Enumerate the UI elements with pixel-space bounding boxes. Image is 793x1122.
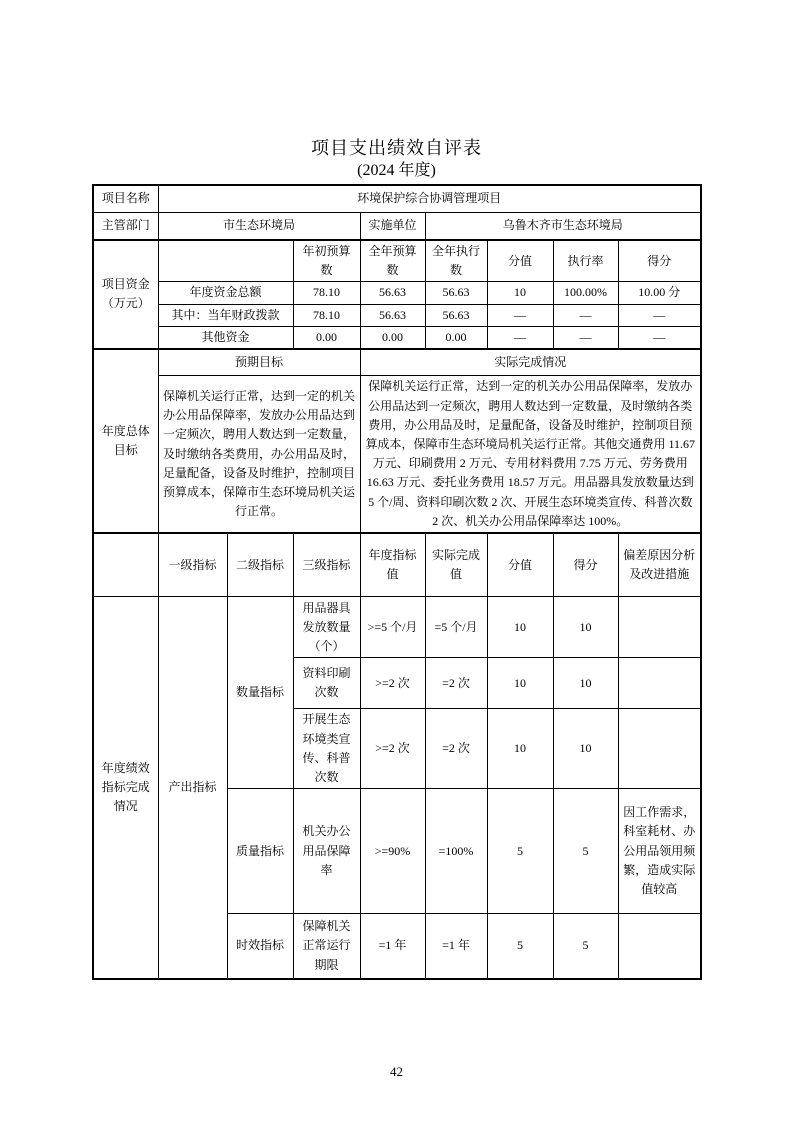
goal-actual-header: 实际完成情况 bbox=[360, 349, 701, 376]
indicator-score: 5 bbox=[553, 789, 618, 914]
funds-row-total bbox=[93, 282, 701, 304]
indicator-target: >=90% bbox=[360, 789, 425, 914]
indicator-actual: =2 次 bbox=[425, 658, 487, 709]
goal-expected-header: 预期目标 bbox=[158, 349, 360, 376]
indicator-header-actual: 实际完成值 bbox=[425, 533, 487, 597]
funds-cell: 56.63 bbox=[360, 304, 425, 326]
indicator-deviation bbox=[618, 709, 701, 789]
project-name-value: 环境保护综合协调管理项目 bbox=[158, 185, 701, 212]
page-number: 42 bbox=[390, 1063, 403, 1079]
funds-row-label: 年度资金总额 bbox=[158, 282, 293, 304]
indicator-name: 用品器具发放数量（个） bbox=[293, 597, 360, 658]
indicator-deviation: 因工作需求，科室耗材、办公用品领用频繁，造成实际值较高 bbox=[618, 789, 701, 914]
indicator-actual: =5 个/月 bbox=[425, 597, 487, 658]
row-goal-header bbox=[93, 349, 701, 376]
indicator-name: 资料印刷次数 bbox=[293, 658, 360, 709]
funds-header-points: 分值 bbox=[487, 240, 553, 282]
indicator-header-level3: 三级指标 bbox=[293, 533, 360, 597]
indicator-points: 10 bbox=[487, 658, 553, 709]
indicator-header-level2: 二级指标 bbox=[227, 533, 293, 597]
funds-cell: 56.63 bbox=[425, 304, 487, 326]
indicator-points: 5 bbox=[487, 789, 553, 914]
indicator-actual: =1 年 bbox=[425, 914, 487, 979]
indicator-points: 10 bbox=[487, 709, 553, 789]
indicator-actual: =100% bbox=[425, 789, 487, 914]
funds-cell: 10 bbox=[487, 282, 553, 304]
indicator-header-points: 分值 bbox=[487, 533, 553, 597]
indicator-header-score: 得分 bbox=[553, 533, 618, 597]
funds-header-executed: 全年执行数 bbox=[425, 240, 487, 282]
funds-cell: 56.63 bbox=[360, 282, 425, 304]
funds-cell: 78.10 bbox=[293, 304, 360, 326]
indicator-name: 保障机关正常运行期限 bbox=[293, 914, 360, 979]
funds-row-fiscal bbox=[93, 304, 701, 326]
dept-value: 市生态环境局 bbox=[158, 212, 360, 240]
indicator-name: 机关办公用品保障率 bbox=[293, 789, 360, 914]
row-funds-header bbox=[93, 240, 701, 282]
funds-cell: — bbox=[553, 304, 618, 326]
indicator-header-target: 年度指标值 bbox=[360, 533, 425, 597]
indicator-header-level1: 一级指标 bbox=[158, 533, 227, 597]
indicator-actual: =2 次 bbox=[425, 709, 487, 789]
impl-unit-value: 乌鲁木齐市生态环境局 bbox=[425, 212, 701, 240]
funds-cell: 78.10 bbox=[293, 282, 360, 304]
row-goal-texts bbox=[93, 376, 701, 533]
funds-cell: 0.00 bbox=[425, 326, 487, 349]
goal-section-label: 年度总体目标 bbox=[93, 349, 158, 533]
indicator-level2-timeliness: 时效指标 bbox=[227, 914, 293, 979]
indicator-score: 10 bbox=[553, 658, 618, 709]
project-name-label: 项目名称 bbox=[93, 185, 158, 212]
indicator-target: =1 年 bbox=[360, 914, 425, 979]
indicator-level2-quantity: 数量指标 bbox=[227, 597, 293, 789]
dept-label: 主管部门 bbox=[93, 212, 158, 240]
funds-header-annual-budget: 全年预算数 bbox=[360, 240, 425, 282]
funds-cell: 0.00 bbox=[360, 326, 425, 349]
indicator-section-label: 年度绩效指标完成情况 bbox=[93, 597, 158, 979]
page-title: 项目支出绩效自评表 bbox=[311, 138, 482, 158]
funds-empty-cell bbox=[158, 240, 293, 282]
indicator-header-deviation: 偏差原因分析及改进措施 bbox=[618, 533, 701, 597]
page-subtitle: (2024 年度) bbox=[357, 162, 436, 179]
row-project-name bbox=[93, 185, 701, 212]
indicator-deviation bbox=[618, 658, 701, 709]
self-evaluation-table bbox=[92, 184, 702, 980]
indicator-target: >=2 次 bbox=[360, 658, 425, 709]
indicator-name: 开展生态环境类宣传、科普次数 bbox=[293, 709, 360, 789]
funds-cell: 0.00 bbox=[293, 326, 360, 349]
funds-section-label: 项目资金（万元） bbox=[93, 240, 158, 349]
funds-cell: — bbox=[553, 326, 618, 349]
funds-cell: — bbox=[618, 304, 701, 326]
goal-expected-text: 保障机关运行正常，达到一定的机关办公用品保障率，发放办公用品达到一定频次，聘用人数达到一定数量，及时缴纳各类费用，办公用品及时，足量配备，设备及时维护，控制项目预算成本，保障市生态环境局机关运行正常。 bbox=[158, 376, 360, 533]
indicator-deviation bbox=[618, 597, 701, 658]
indicator-level1-output: 产出指标 bbox=[158, 597, 227, 979]
funds-row-other bbox=[93, 326, 701, 349]
funds-header-initial-budget: 年初预算数 bbox=[293, 240, 360, 282]
funds-header-score: 得分 bbox=[618, 240, 701, 282]
indicator-row bbox=[93, 597, 701, 658]
indicator-score: 10 bbox=[553, 709, 618, 789]
indicator-points: 5 bbox=[487, 914, 553, 979]
indicator-level2-quality: 质量指标 bbox=[227, 789, 293, 914]
funds-cell: — bbox=[487, 304, 553, 326]
funds-header-exec-rate: 执行率 bbox=[553, 240, 618, 282]
funds-row-label: 其中：当年财政拨款 bbox=[158, 304, 293, 326]
impl-unit-label: 实施单位 bbox=[360, 212, 425, 240]
indicator-target: >=5 个/月 bbox=[360, 597, 425, 658]
funds-cell: 10.00 分 bbox=[618, 282, 701, 304]
funds-cell: — bbox=[487, 326, 553, 349]
goal-actual-text: 保障机关运行正常，达到一定的机关办公用品保障率，发放办公用品达到一定频次，聘用人数达到一定数量，及时缴纳各类费用，办公用品及时，足量配备，设备及时维护，控制项目预算成本，保障市生态环境局机关运行正常。其他交通费用 11.67 万元、印刷费用 2 万元、专用材料费用 7.75 万元、劳务费用 16.63 万元、委托业务费用 18.57 万元。用品器具发放数量达到 5 个/周、资料印刷次数 2 次、开展生态环境类宣传、科普次数 2 次、机关办公用品保障率达 100%。 bbox=[360, 376, 701, 533]
indicator-score: 10 bbox=[553, 597, 618, 658]
row-indicator-header bbox=[93, 533, 701, 597]
funds-cell: 100.00% bbox=[553, 282, 618, 304]
indicator-deviation bbox=[618, 914, 701, 979]
funds-cell: 56.63 bbox=[425, 282, 487, 304]
funds-cell: — bbox=[618, 326, 701, 349]
indicator-points: 10 bbox=[487, 597, 553, 658]
indicator-score: 5 bbox=[553, 914, 618, 979]
indicator-empty-cell bbox=[93, 533, 158, 597]
funds-row-label: 其他资金 bbox=[158, 326, 293, 349]
indicator-target: >=2 次 bbox=[360, 709, 425, 789]
row-departments bbox=[93, 212, 701, 240]
